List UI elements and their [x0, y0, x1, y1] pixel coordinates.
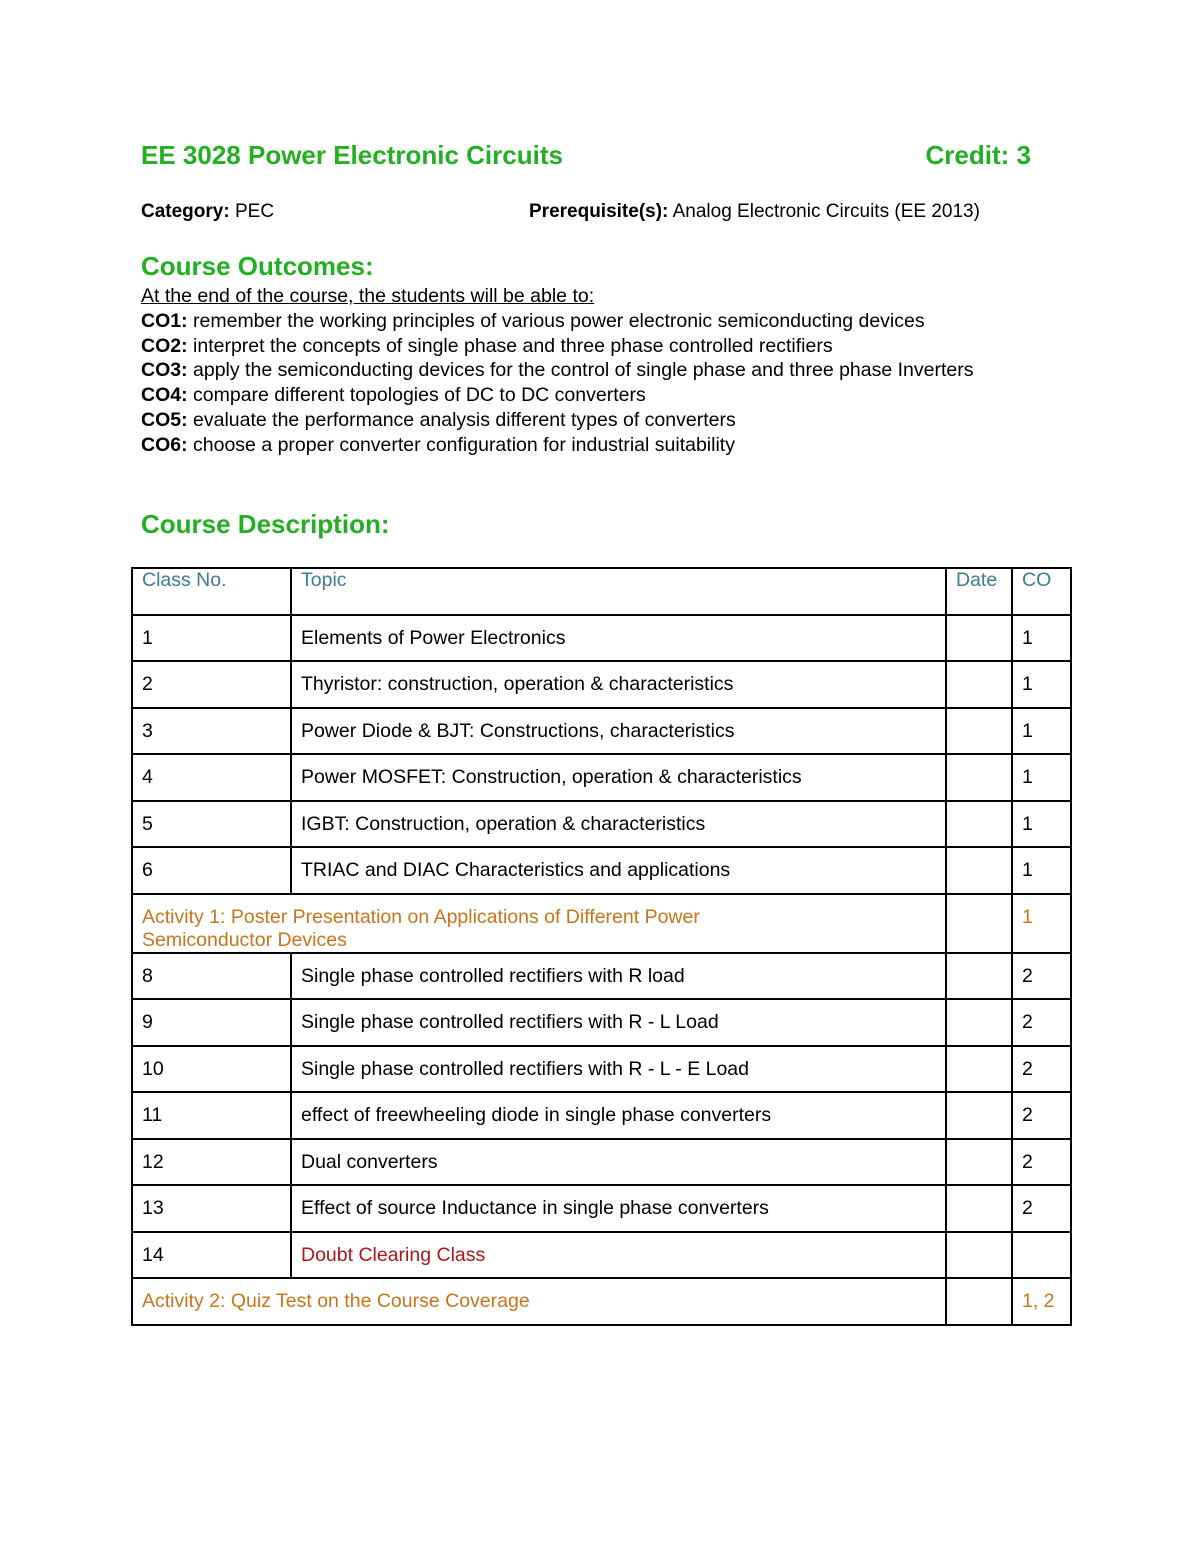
- co: 2: [1012, 1046, 1071, 1093]
- table-header-row: [132, 568, 1071, 615]
- column-header-co: CO: [1012, 568, 1071, 615]
- date: [946, 847, 1012, 894]
- co: 1, 2: [1012, 1278, 1071, 1325]
- class-no: 4: [132, 754, 291, 801]
- class-no: 6: [132, 847, 291, 894]
- column-header-class-no: Class No.: [132, 568, 291, 615]
- date: [946, 1092, 1012, 1139]
- topic: Single phase controlled rectifiers with R - L Load: [291, 999, 946, 1046]
- topic: Power Diode & BJT: Constructions, characteristics: [291, 708, 946, 755]
- co: 2: [1012, 1185, 1071, 1232]
- prerequisite-label: Prerequisite(s):: [529, 201, 669, 222]
- date: [946, 1139, 1012, 1186]
- topic: Dual converters: [291, 1139, 946, 1186]
- class-no: 14: [132, 1232, 291, 1279]
- co: 1: [1012, 615, 1071, 662]
- class-no: 3: [132, 708, 291, 755]
- date: [946, 953, 1012, 1000]
- class-no: 10: [132, 1046, 291, 1093]
- class-no: 2: [132, 661, 291, 708]
- outcomes-list: [141, 284, 1021, 458]
- date: [946, 801, 1012, 848]
- category-label: Category:: [141, 201, 230, 222]
- class-no: 1: [132, 615, 291, 662]
- co: 1: [1012, 708, 1071, 755]
- table-row: [132, 615, 1071, 662]
- activity-row: [132, 894, 1071, 953]
- prerequisite: [529, 201, 980, 223]
- outcomes-heading: Course Outcomes:: [141, 251, 374, 281]
- co: 2: [1012, 999, 1071, 1046]
- outcomes-intro: At the end of the course, the students will be able to:: [141, 285, 595, 307]
- outcome-item: [141, 358, 1021, 383]
- outcome-item: [141, 433, 1021, 458]
- class-no: 8: [132, 953, 291, 1000]
- table-row: [132, 1139, 1071, 1186]
- course-credit: Credit: 3: [925, 140, 1031, 170]
- column-header-topic: Topic: [291, 568, 946, 615]
- date: [946, 708, 1012, 755]
- title-row: [141, 140, 1031, 176]
- table-row: [132, 1092, 1071, 1139]
- table-row: [132, 708, 1071, 755]
- outcome-text: choose a proper converter configuration for industrial suitability: [193, 433, 735, 456]
- outcome-code: CO4:: [141, 384, 188, 407]
- topic: Doubt Clearing Class: [291, 1232, 946, 1279]
- co: 1: [1012, 801, 1071, 848]
- table-row: [132, 953, 1071, 1000]
- activity-title: Activity 2: Quiz Test on the Course Coverage: [132, 1278, 946, 1325]
- outcome-text: apply the semiconducting devices for the control of single phase and three phase Inverters: [193, 359, 974, 382]
- co: 1: [1012, 894, 1071, 953]
- outcome-item: [141, 309, 1021, 334]
- table-row: [132, 801, 1071, 848]
- date: [946, 1185, 1012, 1232]
- outcome-text: remember the working principles of various power electronic semiconducting devices: [193, 309, 925, 332]
- outcome-code: CO2:: [141, 334, 188, 357]
- topic: Effect of source Inductance in single phase converters: [291, 1185, 946, 1232]
- table-row: [132, 661, 1071, 708]
- outcome-item: [141, 408, 1021, 433]
- topic: Single phase controlled rectifiers with R load: [291, 953, 946, 1000]
- course-schedule-table: [131, 567, 1072, 1326]
- class-no: 13: [132, 1185, 291, 1232]
- table-row: [132, 847, 1071, 894]
- topic: Thyristor: construction, operation & characteristics: [291, 661, 946, 708]
- topic: TRIAC and DIAC Characteristics and applications: [291, 847, 946, 894]
- table-row: [132, 999, 1071, 1046]
- class-no: 11: [132, 1092, 291, 1139]
- column-header-date: Date: [946, 568, 1012, 615]
- date: [946, 999, 1012, 1046]
- description-heading: Course Description:: [141, 509, 390, 539]
- category-value: PEC: [234, 201, 275, 222]
- date: [946, 754, 1012, 801]
- topic: effect of freewheeling diode in single phase converters: [291, 1092, 946, 1139]
- course-title: EE 3028 Power Electronic Circuits: [141, 140, 563, 170]
- date: [946, 615, 1012, 662]
- co: 2: [1012, 953, 1071, 1000]
- outcome-code: CO3:: [141, 359, 188, 382]
- outcome-item: [141, 334, 1021, 359]
- category: [141, 201, 274, 223]
- outcome-text: interpret the concepts of single phase and three phase controlled rectifiers: [193, 334, 833, 357]
- date: [946, 1232, 1012, 1279]
- activity-title: Activity 1: Poster Presentation on Applications of Different Power Semiconductor Devices: [132, 894, 946, 953]
- outcome-code: CO6:: [141, 433, 188, 456]
- outcome-item: [141, 383, 1021, 408]
- topic: Single phase controlled rectifiers with R - L - E Load: [291, 1046, 946, 1093]
- topic: Elements of Power Electronics: [291, 615, 946, 662]
- class-no: 9: [132, 999, 291, 1046]
- topic: IGBT: Construction, operation & characteristics: [291, 801, 946, 848]
- date: [946, 1046, 1012, 1093]
- date: [946, 894, 1012, 953]
- outcome-code: CO1:: [141, 309, 188, 332]
- class-no: 5: [132, 801, 291, 848]
- co: 1: [1012, 661, 1071, 708]
- table-row: [132, 1185, 1071, 1232]
- prerequisite-value: Analog Electronic Circuits (EE 2013): [672, 201, 980, 222]
- class-no: 12: [132, 1139, 291, 1186]
- date: [946, 1278, 1012, 1325]
- co: [1012, 1232, 1071, 1279]
- course-meta: [141, 201, 1061, 227]
- date: [946, 661, 1012, 708]
- outcome-code: CO5:: [141, 408, 188, 431]
- topic: Power MOSFET: Construction, operation & characteristics: [291, 754, 946, 801]
- table-row: [132, 1046, 1071, 1093]
- outcome-text: compare different topologies of DC to DC converters: [193, 384, 646, 407]
- table-row: [132, 1232, 1071, 1279]
- co: 1: [1012, 847, 1071, 894]
- co: 2: [1012, 1139, 1071, 1186]
- co: 1: [1012, 754, 1071, 801]
- outcome-text: evaluate the performance analysis different types of converters: [193, 408, 736, 431]
- activity-row: [132, 1278, 1071, 1325]
- co: 2: [1012, 1092, 1071, 1139]
- table-row: [132, 754, 1071, 801]
